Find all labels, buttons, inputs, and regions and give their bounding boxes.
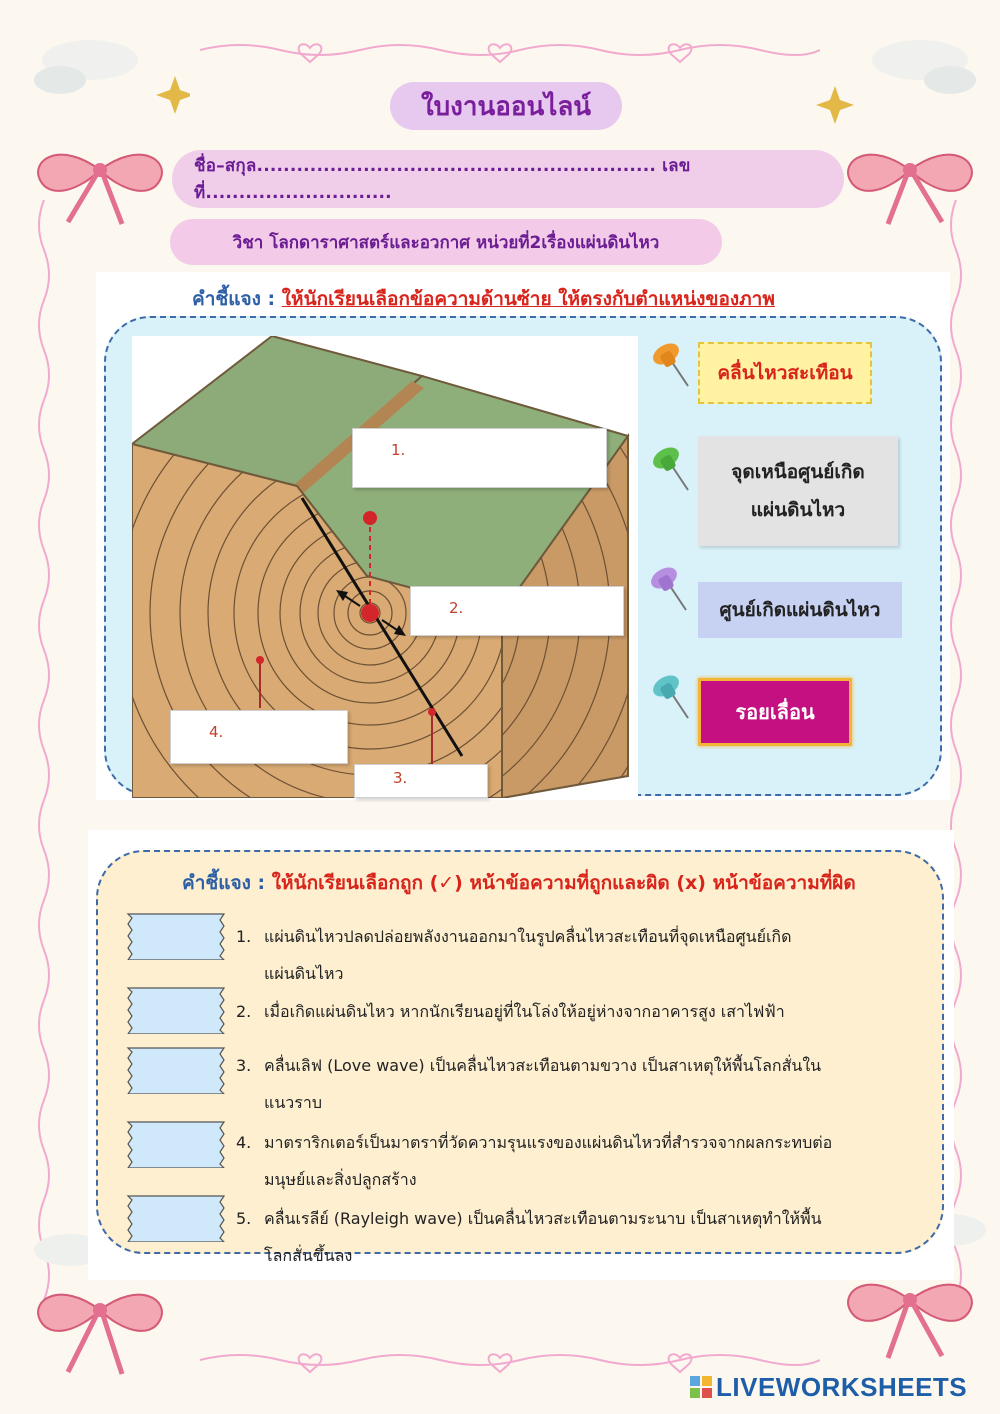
statement-text-continued: โลกสั่นขึ้นลง: [264, 1246, 353, 1265]
statement-number: 2.: [236, 1002, 252, 1021]
answer-box-1[interactable]: [124, 912, 228, 960]
name-number-line: ชื่อ–สกุล............................................................ เลขที่............................: [172, 150, 844, 208]
subject-line: วิชา โลกดาราศาสตร์และอวกาศ หน่วยที่2เรื่องแผ่นดินไหว: [170, 219, 722, 265]
statement-4: [236, 1124, 876, 1198]
statement-2: [236, 993, 876, 1030]
liveworksheets-logo-text: LIVEWORKSHEETS: [716, 1372, 968, 1402]
statement-text: มาตราริกเตอร์เป็นมาตราที่วัดความรุนแรงของแผ่นดินไหวที่สำรวจจากผลกระทบต่อ: [264, 1133, 833, 1152]
blank-3-box[interactable]: 3.: [354, 764, 488, 798]
statement-text-continued: มนุษย์และสิ่งปลูกสร้าง: [264, 1170, 417, 1189]
statement-text: คลื่นเรลีย์ (Rayleigh wave) เป็นคลื่นไหวสะเทือนตามระนาบ เป็นสาเหตุทำให้พื้น: [264, 1209, 822, 1228]
top-heart-border: [200, 30, 820, 70]
option-seismic-wave-label: คลื่นไหวสะเทือน: [717, 362, 853, 384]
statement-5: [236, 1200, 876, 1274]
statement-number: 3.: [236, 1056, 252, 1075]
answer-box-5[interactable]: [124, 1194, 228, 1242]
top-left-ribbon-dove-decoration: [20, 20, 190, 230]
statement-number: 5.: [236, 1209, 252, 1228]
left-wavy-border: [34, 200, 54, 1300]
answer-box-4[interactable]: [124, 1120, 228, 1168]
option-focus[interactable]: [698, 582, 902, 638]
statement-text: แผ่นดินไหวปลดปล่อยพลังงานออกมาในรูปคลื่นไหวสะเทือนที่จุดเหนือศูนย์เกิด: [264, 927, 792, 946]
statement-1: [236, 918, 876, 992]
liveworksheets-logo: [690, 1372, 967, 1403]
instruction-label: คำชี้แจง :: [182, 872, 266, 894]
statement-number: 4.: [236, 1133, 252, 1152]
statement-text: คลื่นเลิฟ (Love wave) เป็นคลื่นไหวสะเทือนตามขวาง เป็นสาเหตุให้พื้นโลกสั่นใน: [264, 1056, 822, 1075]
worksheet-title: ใบงานออนไลน์: [390, 82, 622, 130]
statement-3: [236, 1047, 876, 1121]
statement-text-continued: แนวราบ: [264, 1093, 322, 1112]
option-epicenter-line1: จุดเหนือศูนย์เกิด: [731, 461, 865, 483]
statement-text: เมื่อเกิดแผ่นดินไหว หากนักเรียนอยู่ที่ในโล่งให้อยู่ห่างจากอาคารสูง เสาไฟฟ้า: [264, 1002, 785, 1021]
pushpin-green-icon: [648, 442, 692, 494]
matching-instruction: [192, 284, 775, 314]
instruction-text: ให้นักเรียนเลือกข้อความด้านซ้าย ให้ตรงกับตำแหน่งของภาพ: [281, 288, 775, 310]
liveworksheets-logo-icon: [690, 1376, 712, 1400]
earthquake-fault-diagram: [132, 336, 638, 798]
answer-box-3[interactable]: [124, 1046, 228, 1094]
option-fault-label: รอยเลื่อน: [735, 700, 815, 724]
blank-2-box[interactable]: 2.: [410, 586, 624, 636]
blank-1-box[interactable]: 1.: [352, 428, 607, 488]
option-epicenter[interactable]: [698, 436, 898, 546]
pushpin-teal-icon: [648, 670, 692, 722]
blank-4-box[interactable]: 4.: [170, 710, 348, 764]
pushpin-purple-icon: [646, 562, 690, 614]
option-epicenter-line2: แผ่นดินไหว: [750, 499, 846, 521]
option-fault[interactable]: [698, 678, 852, 746]
instruction-text: ให้นักเรียนเลือกถูก (✓) หน้าข้อความที่ถูกและผิด (x) หน้าข้อความที่ผิด: [271, 872, 856, 894]
statement-text-continued: แผ่นดินไหว: [264, 964, 344, 983]
answer-box-2[interactable]: [124, 986, 228, 1034]
pushpin-orange-icon: [648, 338, 692, 390]
statement-number: 1.: [236, 927, 252, 946]
true-false-instruction: [182, 868, 856, 898]
option-focus-label: ศูนย์เกิดแผ่นดินไหว: [719, 599, 881, 621]
option-seismic-wave[interactable]: [698, 342, 872, 404]
instruction-label: คำชี้แจง :: [192, 288, 276, 310]
